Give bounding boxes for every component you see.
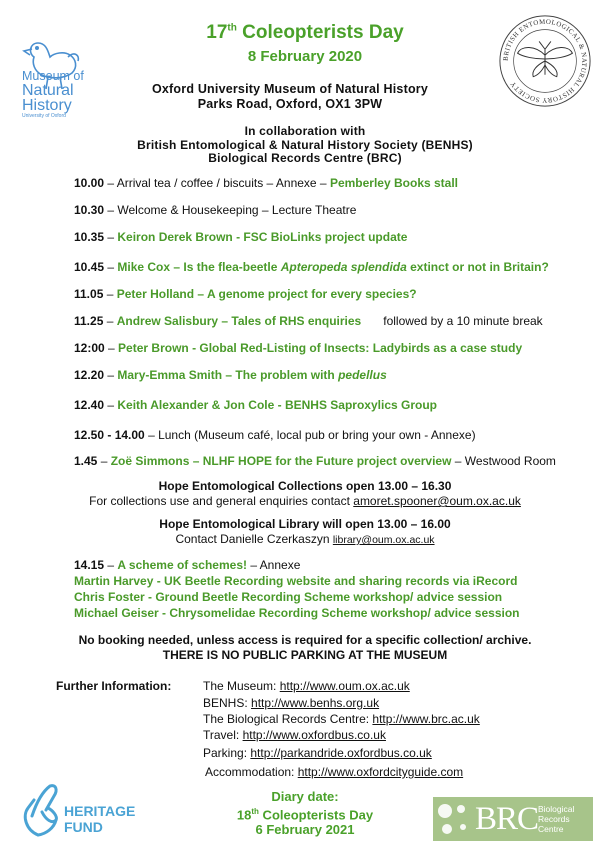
schedule-time: 12.40 (74, 398, 105, 412)
crossed-fingers-icon (25, 786, 56, 835)
schedule-row (74, 398, 437, 412)
diary-rest: Coleopterists Day (258, 807, 374, 823)
schedule-time: 12:00 (74, 341, 105, 355)
benhs-logo (496, 12, 594, 110)
schedule-text: – (103, 287, 117, 301)
schedule-highlight: Keith Alexander & Jon Cole - BENHS Saproxylics Group (117, 398, 437, 412)
heritage-line-2: FUND (64, 819, 103, 835)
collections-email-link[interactable]: amoret.spooner@oum.ox.ac.uk (353, 494, 521, 508)
notice-line-1: No booking needed, unless access is required for a specific collection/ archive. (78, 633, 532, 647)
further-item (203, 696, 379, 710)
collections-contact (40, 494, 570, 509)
further-item-label: Travel: (203, 728, 243, 742)
museum-logo-line-1: Museum of (22, 69, 84, 83)
benhs-ring-text: BRITISH ENTOMOLOGICAL & NATURAL HISTORY SOCIETY (502, 18, 588, 104)
collab-line-2: British Entomological & Natural History Society (BENHS) (137, 137, 473, 152)
schedule-time: 10.00 (74, 176, 105, 190)
schedule-row (74, 428, 476, 442)
venue-line-2: Parks Road, Oxford, OX1 3PW (197, 97, 383, 111)
schedule-text: – (97, 454, 111, 468)
schedule-text: – Arrival tea / coffee / biscuits – Annexe – (104, 176, 330, 190)
brc-sub-line-3: Centre (538, 824, 564, 834)
further-item-label: The Museum: (203, 679, 280, 693)
further-item-label: Accommodation: (205, 765, 298, 779)
schedule-text: – Welcome & Housekeeping – Lecture Theatre (104, 203, 357, 217)
museum-logo-text (22, 70, 92, 113)
brc-dots-icon (433, 797, 473, 841)
schemes-location: – Annexe (246, 558, 301, 572)
heritage-line-1: HERITAGE (64, 803, 136, 819)
diary-line-2 (190, 804, 420, 822)
schedule-highlight: Andrew Salisbury – Tales of RHS enquiries (116, 314, 362, 328)
museum-logo-sub: University of Oxford (22, 113, 66, 119)
parking-link[interactable]: http://parkandride.oxfordbus.co.uk (250, 746, 432, 760)
museum-logo-line-2: Natural (22, 82, 74, 99)
schedule-highlight: Pemberley Books stall (329, 176, 459, 190)
brc-sub-line-1: Biological (538, 804, 575, 814)
schedule-row (74, 454, 556, 468)
brc-sub-line-2: Records (538, 814, 570, 824)
schedule-row (74, 260, 549, 274)
title-rest: Coleopterists Day (236, 22, 404, 43)
further-item (203, 746, 432, 760)
schemes-sep: – (104, 558, 118, 572)
schedule-text: – (103, 314, 117, 328)
diary-date (190, 789, 420, 837)
schemes-title: A scheme of schemes! (117, 558, 247, 572)
further-item-label: BENHS: (203, 696, 252, 710)
schedule-time: 11.05 (74, 287, 104, 301)
schedule-row (74, 341, 522, 355)
scheme-item: Chris Foster - Ground Beetle Recording Scheme workshop/ advice session (74, 590, 503, 604)
collections-info (40, 479, 570, 509)
notice-line-2: THERE IS NO PUBLIC PARKING AT THE MUSEUM (162, 648, 448, 662)
schedule-highlight: Zoë Simmons – NLHF HOPE for the Future project overview (110, 454, 452, 468)
schemes-heading (74, 557, 520, 573)
booking-notice (40, 633, 570, 663)
library-info (40, 517, 570, 548)
further-item (203, 712, 480, 726)
schedule-species: pedellus (338, 368, 387, 382)
further-item (203, 679, 410, 693)
schemes-block (74, 557, 520, 621)
schedule-tail: – Westwood Room (451, 454, 556, 468)
schedule-highlight-2: extinct or not in Britain? (406, 260, 549, 274)
schedule-row (74, 176, 458, 190)
schedule-tail: followed by a 10 minute break (383, 314, 543, 328)
schedule-highlight: Peter Brown - Global Red-Listing of Insects: Ladybirds as a case study (118, 341, 523, 355)
schedule-row (74, 314, 543, 328)
brc-logo-text: BRC (475, 801, 539, 837)
schedule-time: 10.35 (74, 230, 105, 244)
library-heading: Hope Entomological Library will open 13.00 – 16.00 (159, 517, 451, 531)
schedule-time: 1.45 (74, 454, 98, 468)
collections-heading: Hope Entomological Collections open 13.00 – 16.30 (158, 479, 452, 493)
schedule-time: 12.20 (74, 368, 105, 382)
library-email-link[interactable]: library@oum.ox.ac.uk (332, 534, 435, 546)
further-item (205, 765, 463, 779)
diary-line-1: Diary date: (271, 789, 339, 804)
further-item-label: Parking: (203, 746, 251, 760)
title-ordinal: 17 (206, 22, 228, 43)
schedule-time: 12.50 - 14.00 (74, 428, 145, 442)
scheme-item: Michael Geiser - Chrysomelidae Recording Scheme workshop/ advice session (74, 606, 520, 620)
collaboration (110, 125, 500, 166)
event-date: 8 February 2020 (247, 48, 363, 65)
schemes-time: 14.15 (74, 558, 105, 572)
schedule-time: 11.25 (74, 314, 104, 328)
schedule-highlight: Peter Holland – A genome project for every species? (116, 287, 417, 301)
moth-icon (518, 41, 573, 76)
benhs-link[interactable]: http://www.benhs.org.uk (251, 696, 380, 710)
library-contact (40, 532, 570, 548)
scheme-item: Martin Harvey - UK Beetle Recording website and sharing records via iRecord (74, 574, 518, 588)
schedule-highlight: Mike Cox – Is the flea-beetle (117, 260, 281, 274)
accommodation-link[interactable]: http://www.oxfordcityguide.com (297, 765, 464, 779)
brc-logo-subtext (538, 804, 574, 834)
schedule-text: – (104, 230, 118, 244)
library-contact-text: Contact Danielle Czerkaszyn (175, 532, 333, 546)
page-title (140, 22, 470, 44)
further-info-label: Further Information: (56, 679, 172, 693)
venue-line-1: Oxford University Museum of Natural History (151, 82, 428, 96)
schedule-row (74, 368, 387, 382)
collab-line-1: In collaboration with (244, 124, 366, 138)
diary-line-3: 6 February 2021 (255, 822, 355, 838)
diary-sup: th (251, 807, 259, 816)
title-sup: th (227, 22, 237, 34)
heritage-fund-text (64, 803, 135, 835)
schedule-time: 10.45 (74, 260, 105, 274)
schedule-row (74, 230, 407, 244)
schedule-time: 10.30 (74, 203, 105, 217)
museum-link[interactable]: http://www.oum.ox.ac.uk (279, 679, 410, 693)
collections-contact-text: For collections use and general enquiries contact (89, 494, 354, 508)
schedule-text: – (104, 341, 119, 355)
schedule-text: – (104, 398, 118, 412)
further-item (203, 728, 386, 742)
further-item-label: The Biological Records Centre: (203, 712, 373, 726)
collab-line-3: Biological Records Centre (BRC) (208, 151, 402, 165)
venue (120, 82, 460, 112)
schedule-row (74, 203, 356, 217)
schedule-highlight: Keiron Derek Brown - FSC BioLinks project update (117, 230, 408, 244)
schedule-text: – Lunch (Museum café, local pub or bring your own - Annexe) (144, 428, 476, 442)
schedule-row (74, 287, 417, 301)
schedule-text: – (104, 368, 118, 382)
brc-link[interactable]: http://www.brc.ac.uk (372, 712, 480, 726)
schedule-highlight: Mary-Emma Smith – The problem with (117, 368, 339, 382)
schedule-species: Apteropeda splendida (280, 260, 407, 274)
museum-logo-line-3: History (22, 97, 72, 114)
travel-link[interactable]: http://www.oxfordbus.co.uk (242, 728, 386, 742)
diary-ordinal: 18 (236, 807, 252, 823)
schedule-text: – (104, 260, 118, 274)
